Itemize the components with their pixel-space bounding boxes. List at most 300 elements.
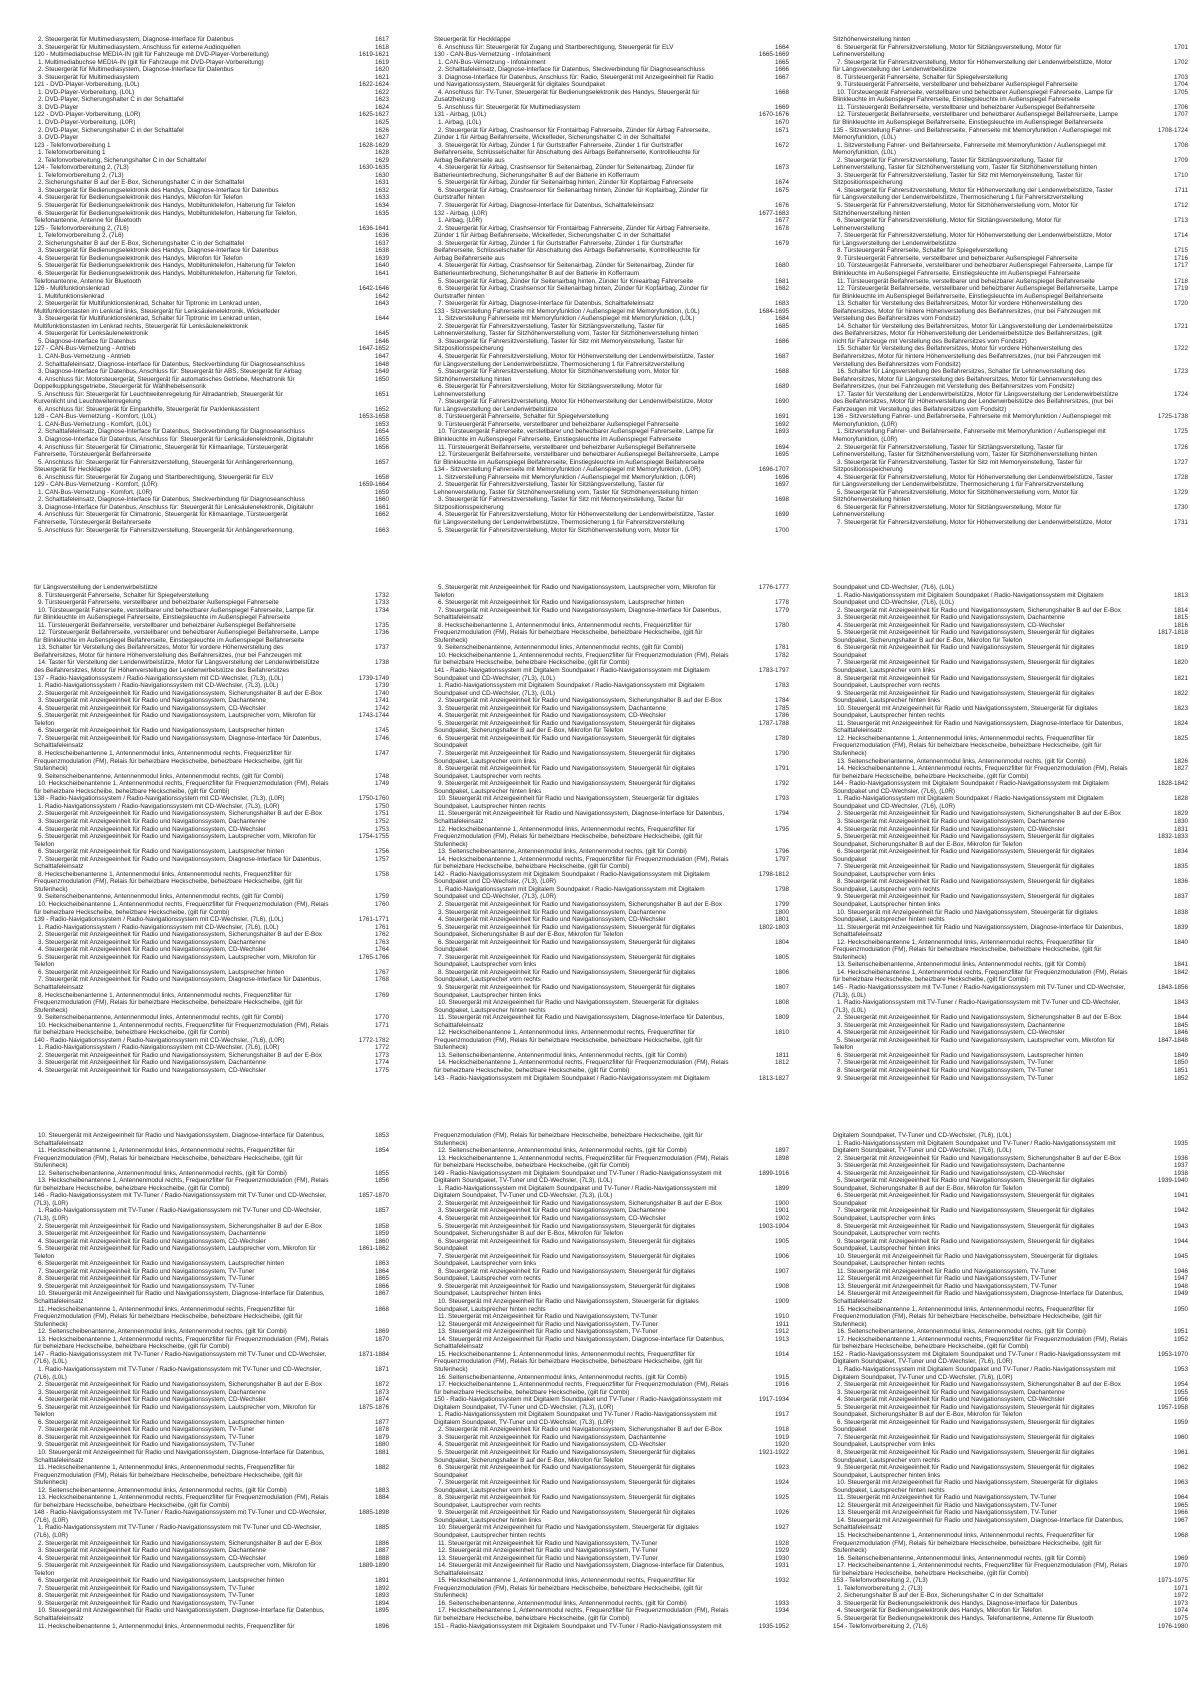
- entry-text: Soundpaket und CD-Wechsler, (7L6), (L0R): [833, 802, 956, 810]
- entry-page-number: 1831: [1173, 825, 1188, 833]
- entry-text: 6. Steuergerät für Bedienungselektronik des Handys, Mobiltunktelefon, Halterung für Telefon,: [38, 269, 297, 277]
- entry-page-number: 1825: [1173, 734, 1188, 742]
- entry-text: für Blinkleuchte im Außenspiegel Beifahrerseite, Einstiegsleuchte im Außenspiegel Beifahrerseite: [34, 636, 305, 644]
- entry-page-number: 1884: [374, 1494, 389, 1502]
- entry-text: 7. Steuergerät mit Anzeigeeinheit für Radio und Navigationssystem, Steuergerät für digitales: [837, 863, 1095, 871]
- entry-text: 1. CAN-Bus-Vernetzung - Komfort, (L0L): [38, 420, 152, 428]
- entry-text: für beheizbare Heckscheibe, beheizbare Heckscheibe, (gilt für Combi): [34, 1029, 230, 1037]
- index-entry: [434, 1313, 789, 1321]
- index-entry: [833, 667, 1188, 675]
- entry-text: 5. Steuergerät mit Anzeigeeinheit für Radio und Navigationssystem, Steuergerät für digitales: [438, 1222, 696, 1230]
- entry-page-number: 1801: [774, 916, 789, 924]
- entry-text: 10. Steuergerät mit Anzeigeeinheit für Radio und Navigationssystem, Steuergerät für digitales: [837, 1479, 1098, 1487]
- entry-text: Stufenheck): [434, 1044, 468, 1052]
- entry-text: 5. Steuergerät mit Anzeigeeinheit für Radio und Navigationssystem, Lautsprecher vorn, Mikrofon für: [38, 833, 316, 841]
- entry-text: Schalttafeleinsatz: [434, 1021, 484, 1029]
- entry-page-number: 1738: [374, 659, 389, 667]
- entry-page-number: 1633: [374, 194, 389, 202]
- entry-page-number: 1858: [374, 1222, 389, 1230]
- entry-text: 1. CAN-Bus-Vernetzung - Infotainment: [438, 58, 546, 66]
- index-entry: [434, 1623, 789, 1631]
- entry-text: 16. Seitenscheibenantenne, Antennenmodul links, Antennenmodul rechts, (gilt für Combi): [438, 1373, 687, 1381]
- entry-page-number: 1654: [374, 428, 389, 436]
- entry-page-number: 1767: [374, 968, 389, 976]
- entry-text: 9. Türsteuergerät Fahrerseite, verstellbarer und beheizbarer Außenspiegel Fahrerseite: [438, 420, 679, 428]
- index-entry: [434, 841, 789, 849]
- entry-text: 6. Steuergerät mit Anzeigeeinheit für Radio und Navigationssystem, Steuergerät für digitales: [837, 1192, 1095, 1200]
- entry-text: 5. Anschluss für: Steuergerät für Fahrersitzverstellung, Steuergerät für Anhängererkennung,: [38, 458, 294, 466]
- entry-text: 1. DVD-Player-Vorbereitung, (L0L): [38, 88, 135, 96]
- index-entry: [833, 376, 1188, 384]
- entry-text: 2. Steuergerät mit Anzeigeeinheit für Radio und Navigationssystem, Sicherungshalter B auf der E-Box: [438, 1426, 722, 1434]
- entry-page-number: 1813-1827: [758, 1074, 789, 1082]
- entry-text: für Blinkleuchte im Außenspiegel Beifahrerseite, Einstiegsleuchte im Außenspiegel Beifahrerseite: [833, 292, 1104, 300]
- index-entry: [833, 1517, 1188, 1525]
- entry-page-number: 1836: [1173, 878, 1188, 886]
- entry-text: Digitalem Soundpaket, TV-Tuner und CD-Wechsler, (7L6), (L0L): [833, 1132, 1012, 1139]
- entry-text: 4. Steuergerät für Bedienungselektronik des Handys, Mikrofon für Telefon: [837, 1607, 1042, 1615]
- entry-page-number: 1955: [1173, 1388, 1188, 1396]
- entry-text: Beifahrersitzes, (nur bei Fahrzeugen mit Verstellung des Beifahrersitzes vom Fondsitz): [833, 383, 1075, 391]
- entry-page-number: 1956: [1173, 1396, 1188, 1404]
- index-entry: [34, 1230, 389, 1238]
- entry-text: 6. Steuergerät für Bedienungselektronik des Handys, Mobiltunktelefon, Halterung für Telefon,: [38, 209, 297, 217]
- entry-page-number: 1950: [1173, 1305, 1188, 1313]
- entry-text: Digitalem Soundpaket, TV-Tuner und CD-Wechsler, (7L6), (L0L): [833, 1147, 1012, 1155]
- entry-text: 13. Seitenscheibenantenne, Antennenmodul links, Antennenmodul rechts, (gilt für Combi): [438, 848, 687, 856]
- entry-text: 11. Heckscheibenantenne 1, Antennenmodul links, Antennenmodul rechts, Frequenzfilter für: [38, 1147, 295, 1155]
- entry-page-number: 1724: [1173, 390, 1188, 398]
- index-entry: [833, 293, 1188, 301]
- entry-text: 13. Seitenscheibenantenne, Antennenmodul links, Antennenmodul rechts, (gilt für Combi): [438, 1051, 687, 1059]
- entry-text: 152 - Radio-Navigationssystem mit Digitalem Soundpaket und TV-Tuner / Radio-Navigationssystem mit: [833, 1350, 1121, 1358]
- index-entry: [434, 705, 789, 713]
- entry-page-number: 1898: [774, 1154, 789, 1162]
- entry-text: 3. Steuergerät für Multifunktionslenkrad, Schalter für Tiptronic im Lenkrad unten,: [38, 315, 262, 323]
- entry-page-number: 1741: [374, 697, 389, 705]
- index-entry: [34, 1147, 389, 1155]
- index-entry: [434, 1449, 789, 1457]
- entry-text: des Beifahrersitzes, Motor für Höhenverstellung der Lendenwirbelstütze des Beifahrersitzes: [34, 667, 290, 675]
- index-entry: [833, 592, 1188, 600]
- entry-page-number: 1698: [774, 496, 789, 504]
- index-entry: [34, 164, 389, 172]
- index-entry: [434, 916, 789, 924]
- entry-page-number: 1888: [374, 1554, 389, 1562]
- entry-text: 5. Steuergerät mit Anzeigeeinheit für Radio und Navigationssystem, Lautsprecher vorn, Mikrofon für: [837, 1036, 1115, 1044]
- entry-text: Telefonantenne, Antenne für Bluetooth: [34, 277, 142, 285]
- entry-text: Soundpaket, Lautsprecher vorn links: [434, 961, 537, 969]
- index-entry: [434, 391, 789, 399]
- entry-text: 8. Steuergerät mit Anzeigeeinheit für Radio und Navigationssystem, TV-Tuner: [38, 1592, 255, 1600]
- entry-text: Soundpaket, Lautsprecher vorn rechts: [833, 885, 940, 893]
- index-entry: [833, 504, 1188, 512]
- index-entry: [34, 1275, 389, 1283]
- index-entry: [34, 939, 389, 947]
- index-entry: [434, 863, 789, 871]
- entry-text: 5. Anschluss für: Steuergerät für Multimediasystem: [438, 103, 581, 111]
- entry-text: 6. Steuergerät mit Anzeigeeinheit für Radio und Navigationssystem, Lautsprecher hinten: [438, 599, 685, 607]
- entry-text: 2. Steuergerät mit Anzeigeeinheit für Radio und Navigationssystem, Sicherungshalter B auf der E-Box: [837, 1154, 1121, 1162]
- entry-page-number: 1948: [1173, 1282, 1188, 1290]
- index-entry: [833, 1059, 1188, 1067]
- index-entry: [833, 436, 1188, 444]
- index-entry: [34, 398, 389, 406]
- entry-text: Digitalem Soundpaket, TV-Tuner und CD-Wechsler, (7L3), (L0R): [434, 1403, 614, 1411]
- entry-text: Sitzhöhenverstellung hinten: [833, 209, 911, 217]
- index-entry: [34, 127, 389, 135]
- index-entry: [434, 278, 789, 286]
- entry-text: Soundpaket: [833, 651, 867, 659]
- index-entry: [833, 1449, 1188, 1457]
- entry-text: Schalttafeleinsatz: [833, 1298, 883, 1306]
- index-entry: [34, 999, 389, 1007]
- entry-text: 14. Schalter für Verstellung des Beifahrersitzes, Motor für Längsverstellung der Lendenwirbelstütze: [837, 322, 1113, 330]
- index-entry: [833, 1457, 1188, 1465]
- index-entry: [34, 1562, 389, 1570]
- index-entry: [833, 1192, 1188, 1200]
- entry-text: Frequenzmodulation (FM), Relais für beheizbare Heckscheibe, beheizbare Heckscheibe, (gilt für: [434, 1584, 703, 1592]
- entry-text: 3. Diagnose-Interface für Datenbus, Anschluss für: Steuergerät für Lenksäulenelektronik, Digitaluhr: [38, 435, 314, 443]
- index-entry: [34, 511, 389, 519]
- index-entry: [434, 1298, 789, 1306]
- entry-text: 4. Steuergerät mit Anzeigeeinheit für Radio und Navigationssystem, CD-Wechsler: [38, 825, 266, 833]
- index-entry: [833, 496, 1188, 504]
- index-entry: [34, 720, 389, 728]
- index-entry: [34, 202, 389, 210]
- entry-text: 3. Steuergerät mit Anzeigeeinheit für Radio und Navigationssystem, Dachantenne: [837, 1021, 1065, 1029]
- index-entry: [34, 1313, 389, 1321]
- entry-text: Frequenzmodulation (FM), Relais für beheizbare Heckscheibe, beheizbare Heckscheibe, (gilt für: [34, 757, 303, 765]
- entry-text: 4. Steuergerät mit Anzeigeeinheit für Radio und Navigationssystem, CD-Wechsler: [38, 946, 266, 954]
- entry-text: 11. Steuergerät mit Anzeigeeinheit für Radio und Navigationssystem, Diagnose-Interface für Datenbus,: [837, 923, 1124, 931]
- entry-page-number: 1882: [374, 1464, 389, 1472]
- index-entry: [833, 795, 1188, 803]
- entry-text: 5. Steuergerät für Fahrersitzverstellung, Motor für Sitzhöhenverstellung vorn, Motor für: [438, 368, 679, 376]
- index-entry: [833, 511, 1188, 519]
- index-entry: [833, 383, 1188, 391]
- entry-page-number: 1687: [774, 352, 789, 360]
- index-entry: [833, 1283, 1188, 1291]
- entry-page-number: 1639: [374, 254, 389, 262]
- index-entry: [34, 172, 389, 180]
- index-entry: [34, 1132, 389, 1140]
- index-entry: [34, 637, 389, 645]
- index-entry: [34, 194, 389, 202]
- entry-text: 153 - Telefonvorbereitung 2, (7L3): [833, 1577, 928, 1585]
- entry-text: 6. Steuergerät mit Anzeigeeinheit für Radio und Navigationssystem, Steuergerät für digitales: [438, 734, 696, 742]
- index-entry: [34, 863, 389, 871]
- entry-text: Soundpaket und CD-Wechsler, (7L3), (L0L): [434, 674, 555, 682]
- index-entry: [34, 1472, 389, 1480]
- index-entry: [833, 247, 1188, 255]
- entry-page-number: 1751: [374, 810, 389, 818]
- index-entry: [34, 1592, 389, 1600]
- entry-text: Frequenzmodulation (FM), Relais für beheizbare Heckscheibe, beheizbare Heckscheibe, (gilt für: [34, 999, 303, 1007]
- entry-text: Soundpaket, Lautsprecher hinten rechts: [434, 1006, 546, 1014]
- index-entry: [833, 984, 1188, 992]
- entry-page-number: 1850: [1173, 1059, 1188, 1067]
- entry-text: Sitzpositionsspeicherung: [434, 345, 504, 353]
- index-entry: [34, 622, 389, 630]
- entry-text: Gurtstraffer hinten: [434, 194, 485, 202]
- index-entry: [833, 826, 1188, 834]
- entry-page-number: 1731: [1173, 519, 1188, 526]
- entry-page-number: 1667: [774, 73, 789, 81]
- index-entry: [833, 1426, 1188, 1434]
- entry-page-number: 1798-1812: [758, 870, 789, 878]
- entry-page-number: 1646: [374, 337, 389, 345]
- index-entry: [34, 984, 389, 992]
- entry-text: 13. Steuergerät mit Anzeigeeinheit für Radio und Navigationssystem, TV-Tuner: [438, 1554, 658, 1562]
- entry-text: Digitalem Soundpaket, TV-Tuner und CD-Wechsler, (7L6), (L0R): [833, 1358, 1013, 1366]
- index-entry: [34, 1540, 389, 1548]
- index-entry: [34, 795, 389, 803]
- index-entry: [434, 810, 789, 818]
- index-entry: [34, 841, 389, 849]
- index-entry: [34, 1155, 389, 1163]
- index-entry: [34, 886, 389, 894]
- index-entry: [434, 255, 789, 263]
- entry-text: 7. Steuergerät mit Anzeigeeinheit für Radio und Navigationssystem, Steuergerät für digitales: [438, 750, 696, 758]
- entry-text: 1. Multifunktionslenkrad: [38, 292, 105, 300]
- entry-text: 1. DVD-Player-Vorbereitung, (L0R): [38, 119, 136, 127]
- index-entry: [833, 323, 1188, 331]
- entry-text: 6. Steuergerät für Airbag, Crashsensor für Seitenairbag hinten, Zünder für Kopfairbag, Zünder für: [438, 285, 709, 293]
- entry-text: 5. Steuergerät mit Anzeigeeinheit für Radio und Navigationssystem, Steuergerät für digitales: [837, 629, 1095, 637]
- entry-page-number: 1749: [374, 780, 389, 788]
- index-entry: [434, 444, 789, 452]
- index-entry: [434, 262, 789, 270]
- index-entry: [34, 765, 389, 773]
- entry-page-number: 1688: [774, 368, 789, 376]
- entry-page-number: 1845: [1173, 1021, 1188, 1029]
- entry-page-number: 1900: [774, 1199, 789, 1207]
- index-entry: [34, 368, 389, 376]
- index-entry: [34, 667, 389, 675]
- entry-page-number: 1944: [1173, 1237, 1188, 1245]
- entry-page-number: 1929: [774, 1547, 789, 1555]
- entry-text: 7. Steuergerät mit Anzeigeeinheit für Radio und Navigationssystem, Diagnose-Interface für Datenbus,: [38, 976, 322, 984]
- entry-text: 11. Türsteuergerät Beifahrerseite, verstellbarer und beheizbarer Außenspiegel Beifahrerseite: [438, 443, 696, 451]
- index-entry: [34, 1389, 389, 1397]
- index-entry: [34, 893, 389, 901]
- entry-text: Gurtstraffer hinten: [434, 292, 485, 300]
- entry-page-number: 1739: [374, 682, 389, 690]
- entry-page-number: 1630-1635: [358, 164, 389, 172]
- index-entry: [833, 675, 1188, 683]
- index-entry: [434, 1147, 789, 1155]
- index-entry: [434, 909, 789, 917]
- entry-page-number: 1636-1641: [358, 224, 389, 232]
- index-entry: [34, 345, 389, 353]
- index-entry: [833, 1464, 1188, 1472]
- entry-page-number: 1939-1940: [1157, 1177, 1188, 1185]
- index-entry: [833, 1238, 1188, 1246]
- entry-text: 10. Steuergerät mit Anzeigeeinheit für Radio und Navigationssystem, Diagnose-Interface für Datenbus,: [38, 1132, 325, 1139]
- entry-text: 124 - Telefonvorbereitung 2, (7L3): [34, 164, 129, 172]
- index-entry: [833, 262, 1188, 270]
- entry-text: für beheizbare Heckscheibe, beheizbare Heckscheibe, (gilt für Combi): [434, 1615, 630, 1622]
- entry-text: Soundpaket, Lautsprecher hinten links: [434, 1290, 542, 1298]
- entry-page-number: 1799: [774, 900, 789, 908]
- entry-page-number: 1700: [774, 526, 789, 534]
- entry-text: 17. Heckscheibenantenne 1, Antennenmodul rechts, Frequenzfilter für Frequenzmodulation (FM), Relais: [438, 1381, 729, 1389]
- entry-page-number: 1665: [774, 58, 789, 66]
- entry-text: 2. Sicherungshalter B auf der E-Box, Sicherungshalter C in der Schalttafel: [38, 179, 245, 187]
- index-entry: [34, 1577, 389, 1585]
- entry-text: 9. Steuergerät mit Anzeigeeinheit für Radio und Navigationssystem, Steuergerät für digitales: [438, 1509, 696, 1517]
- index-entry: [833, 1411, 1188, 1419]
- entry-text: 130 - CAN-Bus-Vernetzung - Infotainment: [434, 51, 551, 59]
- entry-text: 8. Steuergerät mit Anzeigeeinheit für Radio und Navigationssystem, Steuergerät für digitales: [837, 1222, 1095, 1230]
- index-entry: [833, 187, 1188, 195]
- entry-text: 138 - Radio-Navigationssystem / Radio-Navigationssystem mit CD-Wechsler, (7L3), (L0R): [34, 795, 285, 803]
- index-entry: [34, 444, 389, 452]
- index-entry: [34, 1585, 389, 1593]
- entry-page-number: 1750: [374, 802, 389, 810]
- index-entry: [833, 157, 1188, 165]
- index-entry: [34, 871, 389, 879]
- entry-text: 12. Seitenscheibenantenne, Antennenmodul links, Antennenmodul rechts, (gilt für Combi): [438, 1147, 687, 1155]
- index-entry: [434, 886, 789, 894]
- entry-text: 3. Steuergerät mit Anzeigeeinheit für Radio und Navigationssystem, Dachantenne: [38, 1547, 266, 1555]
- index-entry: [434, 361, 789, 369]
- entry-text: Soundpaket, Lautsprecher hinten rechts: [833, 1486, 945, 1494]
- entry-text: 9. Steuergerät mit Anzeigeeinheit für Radio und Navigationssystem, TV-Tuner: [38, 1282, 255, 1290]
- entry-page-number: 1851: [1173, 1067, 1188, 1074]
- entry-page-number: 1636: [374, 232, 389, 240]
- entry-page-number: 1678: [774, 224, 789, 232]
- index-entry: [833, 1185, 1188, 1193]
- index-entry: [434, 946, 789, 954]
- entry-page-number: 1835: [1173, 863, 1188, 871]
- entry-page-number: 1721: [1173, 322, 1188, 330]
- entry-text: 11. Steuergerät mit Anzeigeeinheit für Radio und Navigationssystem, Diagnose-Interface für Datenbus,: [837, 719, 1124, 727]
- entry-text: 7. Steuergerät für Fahrersitzverstellung, Motor für Höhenverstellung der Lendenwirbelstütze, Motor: [438, 398, 714, 406]
- entry-page-number: 1716: [1173, 254, 1188, 262]
- entry-text: für Längsverstellung der Lendenwirbelstütze, Thermosicherung 1 für Fahrersitzverstellung: [434, 519, 685, 526]
- index-entry: [833, 1313, 1188, 1321]
- index-entry: [434, 1517, 789, 1525]
- entry-text: 2. Schalttafeleinsatz, Diagnose-Interface für Datenbus, Steckverbindung für Diagnoseanschluss: [38, 360, 305, 368]
- entry-text: 10. Steuergerät mit Anzeigeeinheit für Radio und Navigationssystem, Steuergerät für digitales: [438, 795, 699, 803]
- entry-text: 5. Steuergerät mit Anzeigeeinheit für Radio und Navigationssystem, Steuergerät für digitales: [438, 923, 696, 931]
- index-entry: [833, 599, 1188, 607]
- index-entry: [434, 1592, 789, 1600]
- entry-page-number: 1671: [774, 126, 789, 134]
- entry-text: Sitzpositionsspeicherung: [833, 179, 903, 187]
- index-entry: [833, 765, 1188, 773]
- index-entry: [833, 1358, 1188, 1366]
- entry-page-number: 1807: [774, 983, 789, 991]
- index-entry: [833, 1585, 1188, 1593]
- entry-text: 8. Türsteuergerät Fahrerseite, Schalter für Spiegelverstellung: [438, 413, 609, 421]
- entry-page-number: 1675: [774, 186, 789, 194]
- index-entry: [34, 1321, 389, 1329]
- index-entry: [833, 893, 1188, 901]
- entry-text: Soundpaket, Lautsprecher vorn links: [434, 1486, 537, 1494]
- entry-text: 6. Steuergerät für Fahrersitzverstellung, Motor für Sitzlängsverstellung, Motor für: [837, 503, 1062, 511]
- entry-text: 120 - Multimediabuchse MEDIA-IN (gilt für Fahrzeuge mit DVD-Player-Vorbereitung): [34, 51, 269, 59]
- index-entry: [434, 599, 789, 607]
- entry-text: 1. Sitzverstellung Fahrer- und Beifahrerseite, Fahrerseite mit Memoryfunktion / Außenspiegel mit: [837, 141, 1106, 149]
- entry-text: 7. Steuergerät mit Anzeigeeinheit für Radio und Navigationssystem, Steuergerät für digitales: [438, 953, 696, 961]
- entry-text: 6. Steuergerät mit Anzeigeeinheit für Radio und Navigationssystem, Lautsprecher hinten: [38, 968, 285, 976]
- index-entry: [434, 1411, 789, 1419]
- entry-page-number: 1717: [1173, 262, 1188, 270]
- entry-text: 123 - Telefonvorbereitung 1: [34, 141, 111, 149]
- entry-text: für Blinkleuchte im Außenspiegel Beifahrerseite, Einstiegsleuchte im Außenspiegel Beifahrerseite: [833, 119, 1104, 127]
- entry-text: 6. Steuergerät mit Anzeigeeinheit für Radio und Navigationssystem, Steuergerät für digitales: [837, 1418, 1095, 1426]
- entry-text: 125 - Telefonvorbereitung 2, (7L6): [34, 224, 129, 232]
- index-entry: [34, 1029, 389, 1037]
- index-entry: [34, 496, 389, 504]
- index-entry: [434, 1441, 789, 1449]
- entry-page-number: 1642-1646: [358, 285, 389, 293]
- entry-text: 11. Steuergerät mit Anzeigeeinheit für Radio und Navigationssystem, Diagnose-Interface für Datenbus,: [438, 1014, 725, 1022]
- entry-text: 2. Schalttafeleinsatz, Diagnose-Interface für Datenbus, Steckverbindung für Diagnoseanschluss: [38, 428, 305, 436]
- entry-page-number: 1907: [774, 1267, 789, 1275]
- entry-text: 1. CAN-Bus-Vernetzung - Komfort, (L0R): [38, 488, 153, 496]
- index-entry: [34, 459, 389, 467]
- entry-text: 7. Steuergerät mit Anzeigeeinheit für Radio und Navigationssystem, TV-Tuner: [38, 1267, 255, 1275]
- entry-text: 14. Taster für Verstellung der Lendenwirbelstütze, Motor für Längsverstellung der Lendenwirbelstütze: [38, 659, 320, 667]
- entry-page-number: 1672: [774, 141, 789, 149]
- index-entry: [434, 1615, 789, 1623]
- index-entry: [833, 406, 1188, 414]
- entry-text: 4. Steuergerät mit Anzeigeeinheit für Radio und Navigationssystem, CD-Wechsler: [837, 1169, 1065, 1177]
- entry-text: 6. Steuergerät mit Anzeigeeinheit für Radio und Navigationssystem, Steuergerät für digitales: [438, 1237, 696, 1245]
- entry-text: Schalttafeleinsatz: [434, 614, 484, 622]
- index-entry: [434, 682, 789, 690]
- index-entry: [34, 436, 389, 444]
- index-entry: [34, 278, 389, 286]
- entry-page-number: 1954: [1173, 1381, 1188, 1389]
- entry-page-number: 1823: [1173, 704, 1188, 712]
- index-entry: [833, 1441, 1188, 1449]
- entry-text: 12. Steuergerät mit Anzeigeeinheit für Radio und Navigationssystem, TV-Tuner: [837, 1501, 1057, 1509]
- entry-page-number: 1653: [374, 420, 389, 428]
- index-entry: [34, 1547, 389, 1555]
- index-column: [34, 36, 389, 534]
- entry-page-number: 1964: [1173, 1494, 1188, 1502]
- index-entry: [34, 383, 389, 391]
- index-entry: [434, 690, 789, 698]
- entry-page-number: 1676: [774, 202, 789, 210]
- entry-text: 4. Steuergerät mit Anzeigeeinheit für Radio und Navigationssystem, CD-Wechsler: [438, 1215, 666, 1223]
- entry-text: Soundpaket, Lautsprecher vorn rechts: [434, 1275, 541, 1283]
- entry-text: 3. Diagnose-Interface für Datenbus, Anschluss für: Radio, Steuergerät mit Anzeigeeinheit für Radio: [438, 73, 714, 81]
- entry-text: 5. Steuergerät für Airbag, Zünder für Seitenairbag hinten, Zünder für Kopfairbag Fahrerseite: [438, 179, 694, 187]
- index-entry: [833, 810, 1188, 818]
- entry-text: Soundpaket und CD-Wechsler, (7L3), (L0R): [434, 893, 557, 901]
- entry-page-number: 1953-1970: [1157, 1350, 1188, 1358]
- index-entry: [34, 1570, 389, 1578]
- index-entry: [34, 848, 389, 856]
- index-entry: [34, 1290, 389, 1298]
- index-entry: [434, 758, 789, 766]
- entry-text: für beheizbare Heckscheibe, beheizbare Heckscheibe, (gilt für Combi): [34, 787, 230, 795]
- index-entry: [434, 1037, 789, 1045]
- index-entry: [34, 179, 389, 187]
- entry-page-number: 1655: [374, 435, 389, 443]
- entry-page-number: 1674: [774, 179, 789, 187]
- index-entry: [833, 720, 1188, 728]
- entry-text: Soundpaket und CD-Wechsler, (7L6), (L0R): [833, 787, 956, 795]
- entry-page-number: 1967: [1173, 1516, 1188, 1524]
- entry-page-number: 1800: [774, 908, 789, 916]
